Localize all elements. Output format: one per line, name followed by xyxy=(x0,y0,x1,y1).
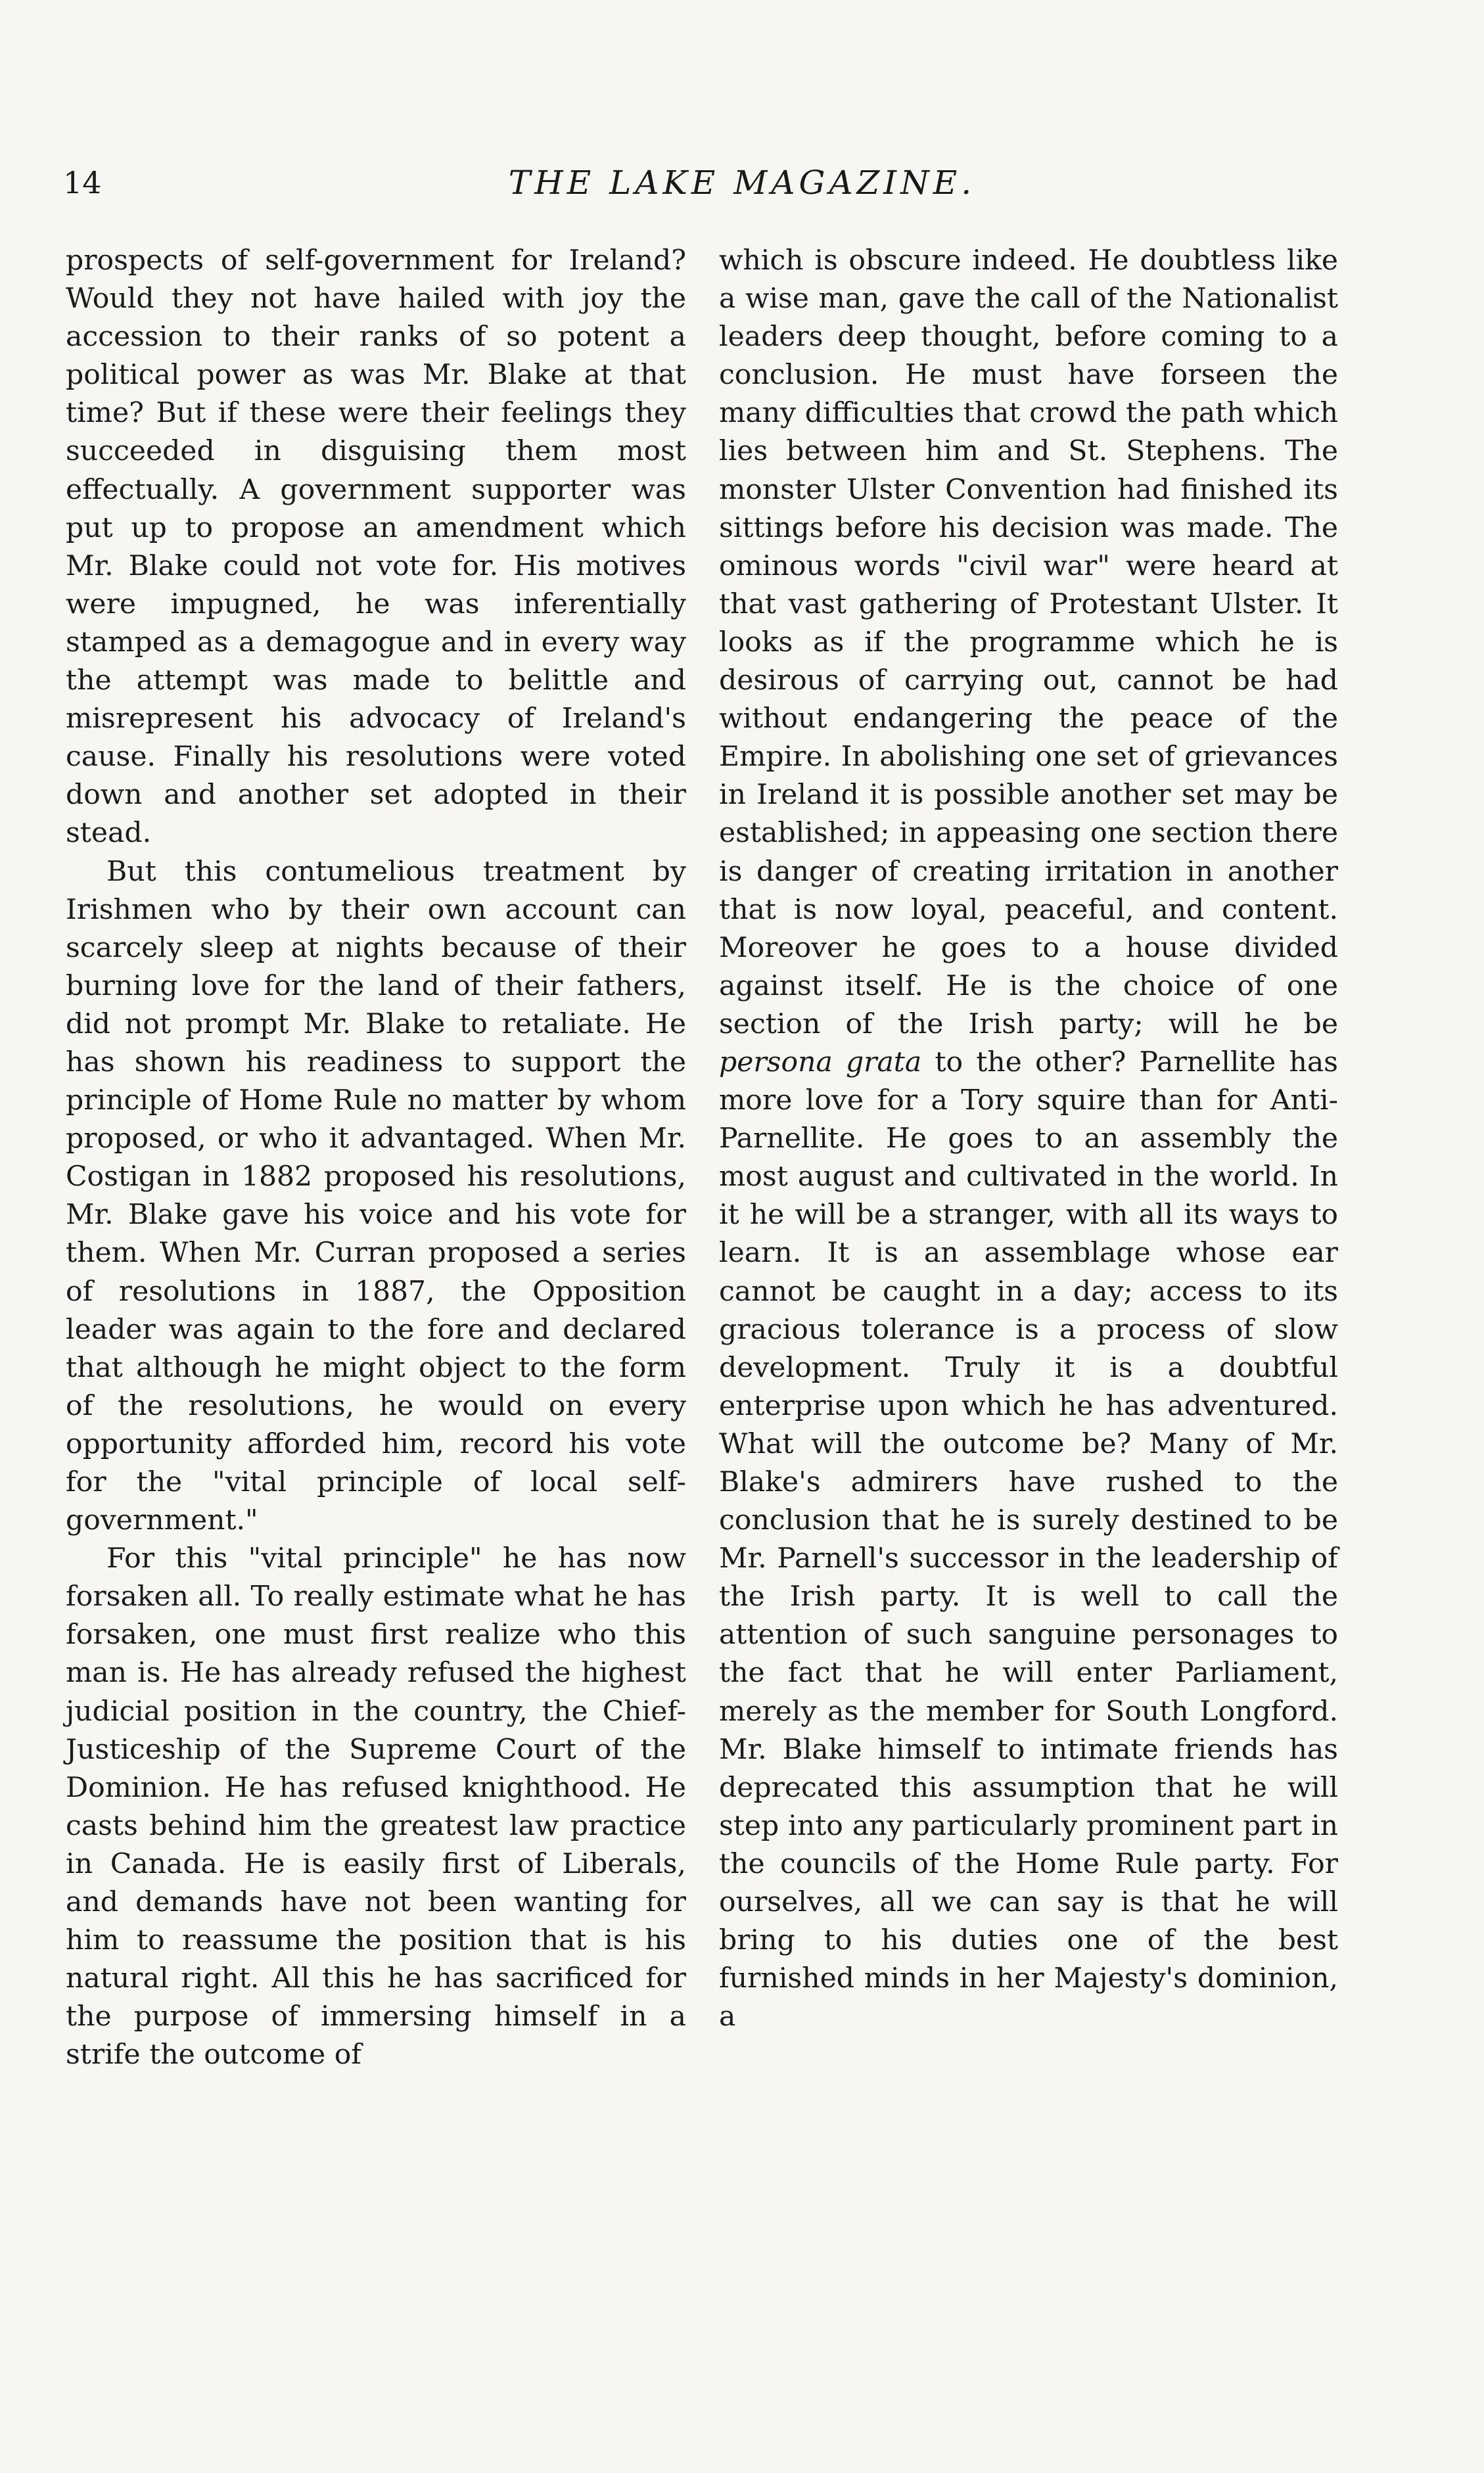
text-run: to the other? Parnellite has more love for a Tory squire than for Anti-Parnellite. He goes to an assembly the most august and cultivated in the world. In it he will be a stranger, with all its ways to learn. It is an assemblage whose ear cannot be caught in a day; access to its gracious tolerance is a process of slow development. Truly it is a doubtful enterprise upon which he has adventured. What will the outcome be? Many of Mr. Blake's admirers have rushed to the conclusion that he is surely destined to be Mr. Parnell's successor in the leadership of the Irish party. It is well to call the attention of such sanguine personages to the fact that he will enter Parliament, merely as the member for South Longford. Mr. Blake himself to intimate friends has deprecated this assumption that he will step into any particularly prominent part in the councils of the Home Rule party. For ourselves, all we can say is that he will bring to his duties one of the best furnished minds in her Majesty's dominion, a xyxy=(719,1046,1338,2033)
italic-phrase: persona grata xyxy=(719,1046,922,1078)
page-header xyxy=(63,163,1421,216)
running-title: THE LAKE MAGAZINE. xyxy=(508,164,976,202)
paragraph xyxy=(719,242,1338,2036)
paragraph: But this contumelious treatment by Irishmen who by their own account can scarcely sleep at nights because of their burning love for the land of their fathers, did not prompt Mr. Blake to retaliate. He has shown his readiness to support the principle of Home Rule no matter by whom proposed, or who it advantaged. When Mr. Costigan in 1882 proposed his resolutions, Mr. Blake gave his voice and his vote for them. When Mr. Curran proposed a series of resolutions in 1887, the Opposition leader was again to the fore and declared that although he might object to the form of the resolutions, he would on every opportunity afforded him, record his vote for the "vital principle of local self-government." xyxy=(66,855,686,1537)
right-column xyxy=(719,242,1338,2036)
paragraph: For this "vital principle" he has now forsaken all. To really estimate what he has forsaken, one must first realize who this man is. He has already refused the highest judicial position in the country, the Chief-Justiceship of the Supreme Court of the Dominion. He has refused knighthood. He casts behind him the greatest law practice in Canada. He is easily first of Liberals, and demands have not been wanting for him to reassume the position that is his natural right. All this he has sacrificed for the purpose of immersing himself in a strife the outcome of xyxy=(66,1542,686,2071)
left-column xyxy=(66,242,686,2075)
page-number: 14 xyxy=(63,165,102,200)
text-run: which is obscure indeed. He doubtless like a wise man, gave the call of the Nationalist leaders deep thought, before coming to a conclusion. He must have forseen the many difficulties that crowd the path which lies between him and St. Stephens. The monster Ulster Convention had finished its sittings before his decision was made. The ominous words "civil war" were heard at that vast gathering of Protestant Ulster. It looks as if the programme which he is desirous of carrying out, cannot be had without endangering the peace of the Empire. In abolishing one set of grievances in Ireland it is possible another set may be established; in appeasing one section there is danger of creating irritation in another that is now loyal, peaceful, and content. Moreover he goes to a house divided against itself. He is the choice of one section of the Irish party; will he be xyxy=(719,244,1338,1040)
paragraph: prospects of self-government for Ireland? Would they not have hailed with joy the accession to their ranks of so potent a political power as was Mr. Blake at that time? But if these were their feelings they succeeded in disguising them most effectually. A government supporter was put up to propose an amendment which Mr. Blake could not vote for. His motives were impugned, he was inferentially stamped as a demagogue and in every way the attempt was made to belittle and misrepresent his advocacy of Ireland's cause. Finally his resolutions were voted down and another set adopted in their stead. xyxy=(66,244,686,850)
